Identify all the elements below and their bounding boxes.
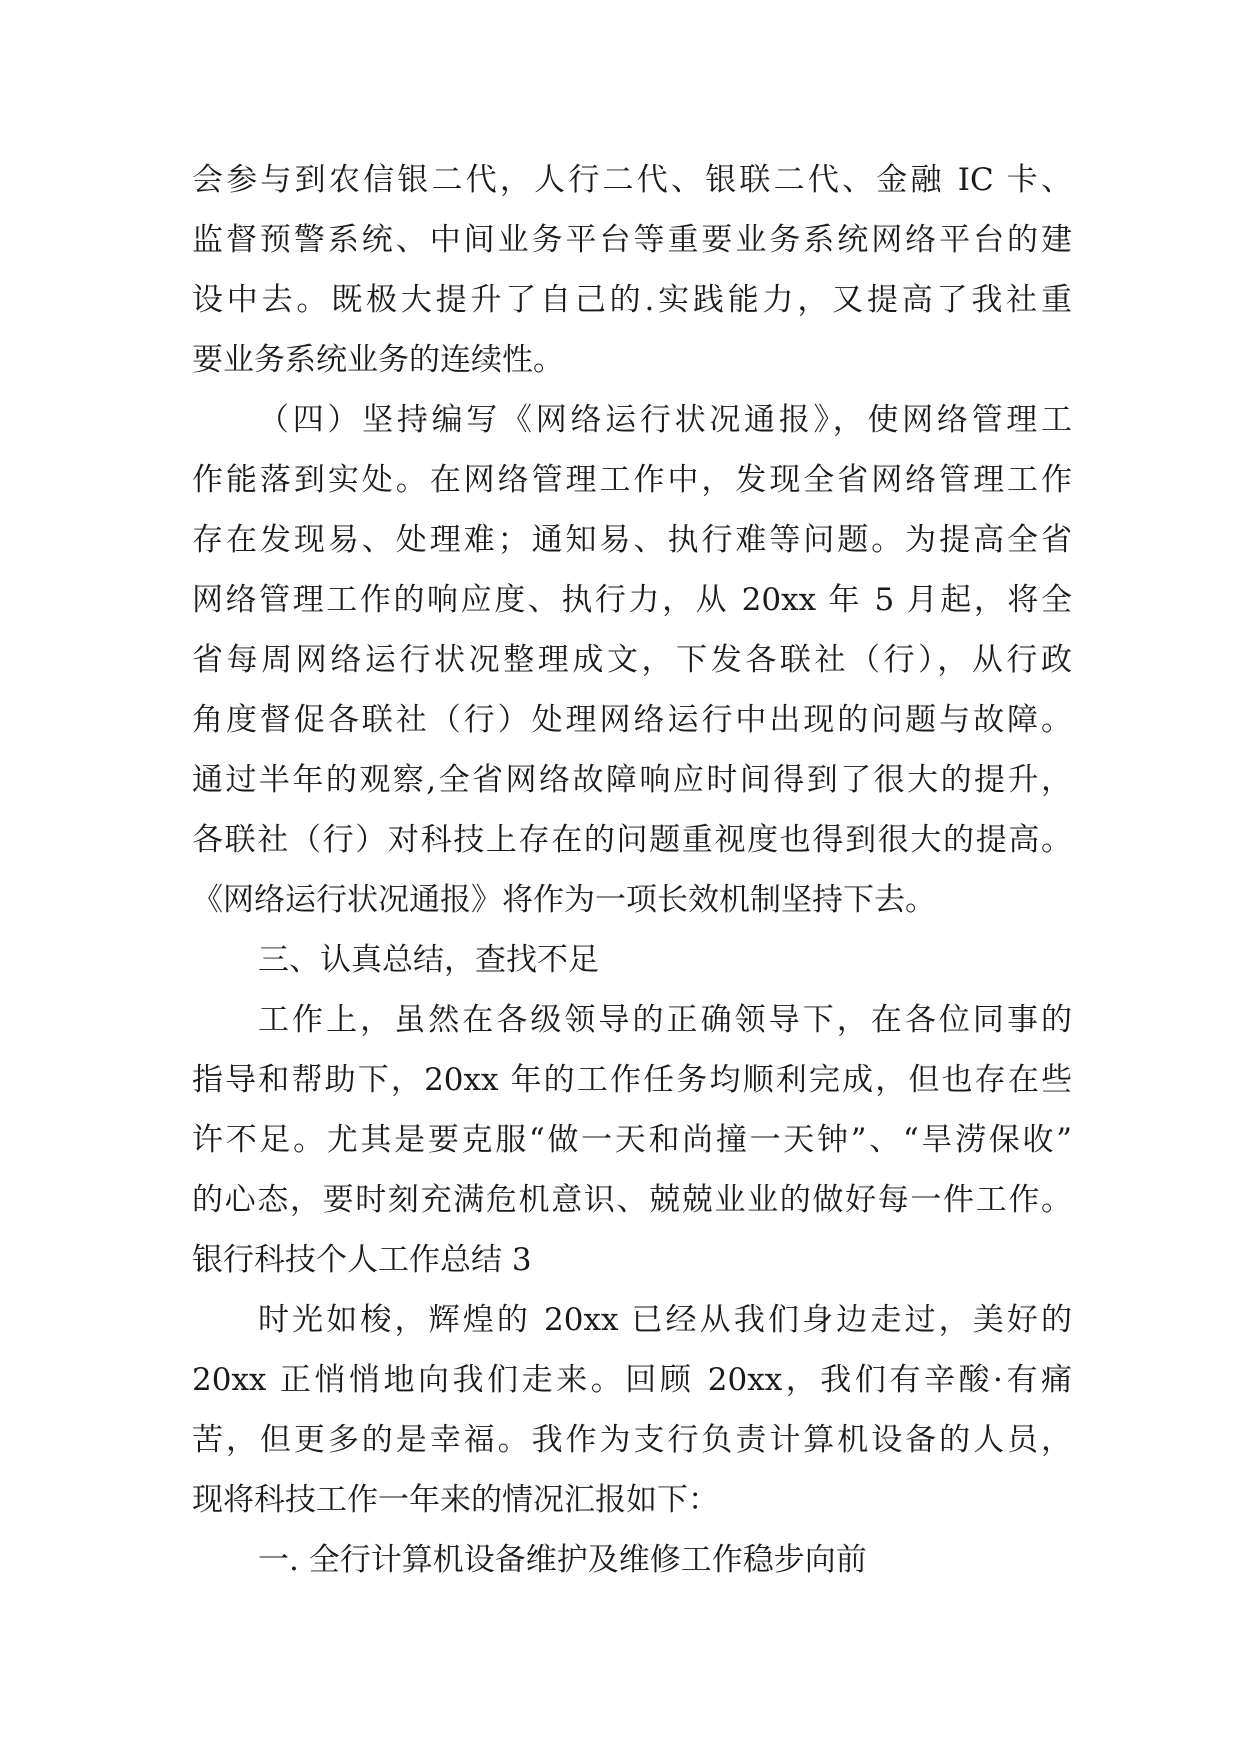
- text-line: 指导和帮助下，20xx 年的工作任务均顺利完成，但也存在些: [192, 1062, 1072, 1098]
- section-heading: 一. 全行计算机设备维护及维修工作稳步向前: [258, 1542, 867, 1578]
- text-line: 时光如梭，辉煌的 20xx 已经从我们身边走过，美好的: [258, 1302, 1072, 1338]
- article-title: 银行科技个人工作总结 3: [192, 1242, 532, 1278]
- text-line: 角度督促各联社（行）处理网络运行中出现的问题与故障。: [192, 702, 1072, 738]
- text-line: 网络管理工作的响应度、执行力，从 20xx 年 5 月起，将全: [192, 582, 1072, 618]
- text-line: 要业务系统业务的连续性。: [192, 342, 564, 378]
- section-heading: 三、认真总结，查找不足: [258, 942, 599, 978]
- text-line: 许不足。尤其是要克服“做一天和尚撞一天钟”、“旱涝保收”: [192, 1122, 1072, 1158]
- text-line: 各联社（行）对科技上存在的问题重视度也得到很大的提高。: [192, 822, 1072, 858]
- text-line: 会参与到农信银二代，人行二代、银联二代、金融 IC 卡、: [192, 162, 1072, 198]
- text-line: 存在发现易、处理难；通知易、执行难等问题。为提高全省: [192, 522, 1072, 558]
- text-line: 设中去。既极大提升了自己的.实践能力，又提高了我社重: [192, 282, 1072, 318]
- text-line: 现将科技工作一年来的情况汇报如下：: [192, 1482, 719, 1518]
- text-line: 《网络运行状况通报》将作为一项长效机制坚持下去。: [192, 882, 936, 918]
- text-line: 工作上，虽然在各级领导的正确领导下，在各位同事的: [258, 1002, 1072, 1038]
- text-line: 的心态，要时刻充满危机意识、兢兢业业的做好每一件工作。: [192, 1182, 1072, 1218]
- text-line: 苦，但更多的是幸福。我作为支行负责计算机设备的人员，: [192, 1422, 1072, 1458]
- text-line: 监督预警系统、中间业务平台等重要业务系统网络平台的建: [192, 222, 1072, 258]
- text-line: 作能落到实处。在网络管理工作中，发现全省网络管理工作: [192, 462, 1072, 498]
- text-line: 省每周网络运行状况整理成文，下发各联社（行），从行政: [192, 642, 1072, 678]
- text-line: 20xx 正悄悄地向我们走来。回顾 20xx，我们有辛酸·有痛: [192, 1362, 1072, 1398]
- text-line: 通过半年的观察,全省网络故障响应时间得到了很大的提升，: [192, 762, 1072, 798]
- text-line: （四）坚持编写《网络运行状况通报》，使网络管理工: [258, 402, 1072, 438]
